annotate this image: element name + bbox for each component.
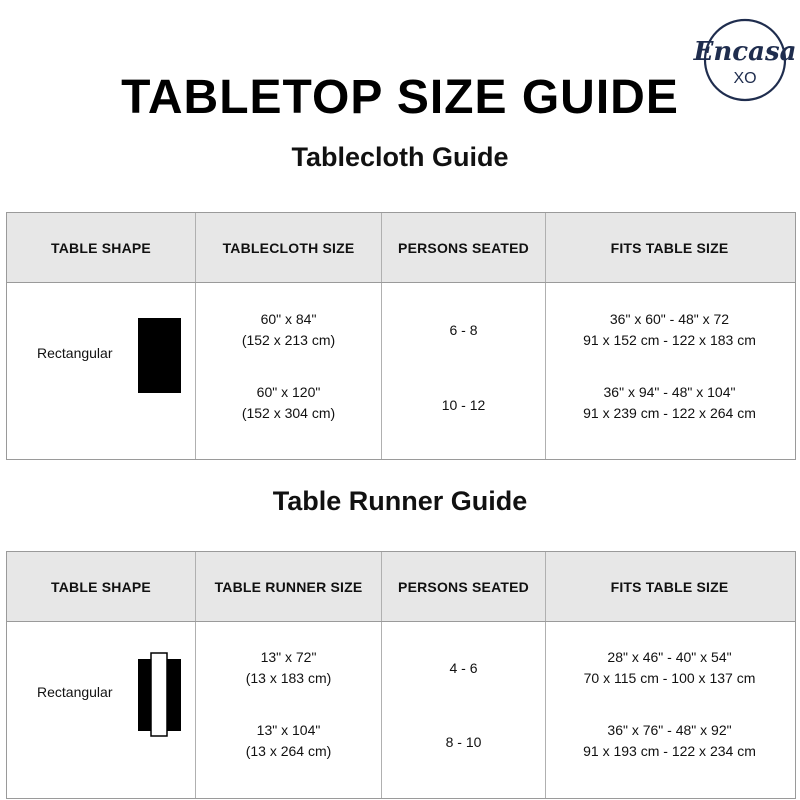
fits-cm: 91 x 193 cm - 122 x 234 cm: [583, 743, 756, 759]
size-cm: (152 x 304 cm): [241, 405, 336, 421]
size-cm: (13 x 264 cm): [245, 743, 332, 759]
persons-seated: 10 - 12: [441, 397, 486, 413]
shape-cell: [7, 622, 196, 798]
column-header: TABLE SHAPE: [7, 552, 196, 621]
size-entry: [196, 647, 381, 689]
persons-seated: 4 - 6: [449, 660, 478, 676]
logo-sub: XO: [733, 70, 757, 87]
size-cm: (13 x 183 cm): [245, 670, 332, 686]
column-header: TABLE SHAPE: [7, 213, 196, 282]
fits-entry: [546, 382, 793, 424]
fits-cell: [546, 283, 793, 459]
persons-seated: 6 - 8: [449, 322, 478, 338]
seated-cell: [382, 622, 546, 798]
tablecloth-heading: Tablecloth Guide: [291, 142, 509, 172]
column-header: TABLE RUNNER SIZE: [196, 552, 382, 621]
runner-table: [6, 551, 796, 799]
fits-entry: [546, 720, 793, 762]
rectangle-table-icon: [138, 318, 182, 394]
fits-inches: 36" x 94" - 48" x 104": [603, 384, 736, 400]
size-cell: [196, 622, 382, 798]
shape-cell: [7, 283, 196, 459]
table-row: [7, 622, 795, 798]
size-inches: 60" x 84": [260, 311, 317, 327]
fits-inches: 36" x 60" - 48" x 72: [609, 311, 730, 327]
size-entry: [196, 720, 381, 762]
table-header-row: [7, 552, 795, 622]
size-inches: 13" x 72": [260, 649, 317, 665]
shape-label: Rectangular: [37, 345, 113, 361]
fits-entry: [546, 647, 793, 689]
column-header: PERSONS SEATED: [382, 552, 546, 621]
size-inches: 13" x 104": [256, 722, 321, 738]
column-header: FITS TABLE SIZE: [610, 578, 729, 595]
seated-cell: [382, 283, 546, 459]
size-cell: [196, 283, 382, 459]
fits-cm: 70 x 115 cm - 100 x 137 cm: [583, 670, 756, 686]
size-entry: [196, 309, 381, 351]
tablecloth-table: [6, 212, 796, 460]
fits-cm: 91 x 239 cm - 122 x 264 cm: [583, 405, 756, 421]
fits-cell: [546, 622, 793, 798]
table-runner-icon: [138, 652, 182, 737]
fits-inches: 28" x 46" - 40" x 54": [607, 649, 732, 665]
fits-inches: 36" x 76" - 48" x 92": [607, 722, 732, 738]
runner-heading: Table Runner Guide: [272, 486, 528, 516]
fits-cm: 91 x 152 cm - 122 x 183 cm: [583, 332, 756, 348]
shape-label: Rectangular: [37, 684, 113, 700]
size-inches: 60" x 120": [256, 384, 321, 400]
column-header: TABLECLOTH SIZE: [196, 213, 382, 282]
size-cm: (152 x 213 cm): [241, 332, 336, 348]
page-title: TABLETOP SIZE GUIDE: [121, 71, 679, 124]
table-row: [7, 283, 795, 459]
logo-word: Encasa: [693, 37, 797, 67]
fits-entry: [546, 309, 793, 351]
persons-seated: 8 - 10: [445, 734, 482, 750]
column-header: FITS TABLE SIZE: [610, 239, 729, 256]
table-header-row: [7, 213, 795, 283]
size-entry: [196, 382, 381, 424]
column-header: PERSONS SEATED: [382, 213, 546, 282]
